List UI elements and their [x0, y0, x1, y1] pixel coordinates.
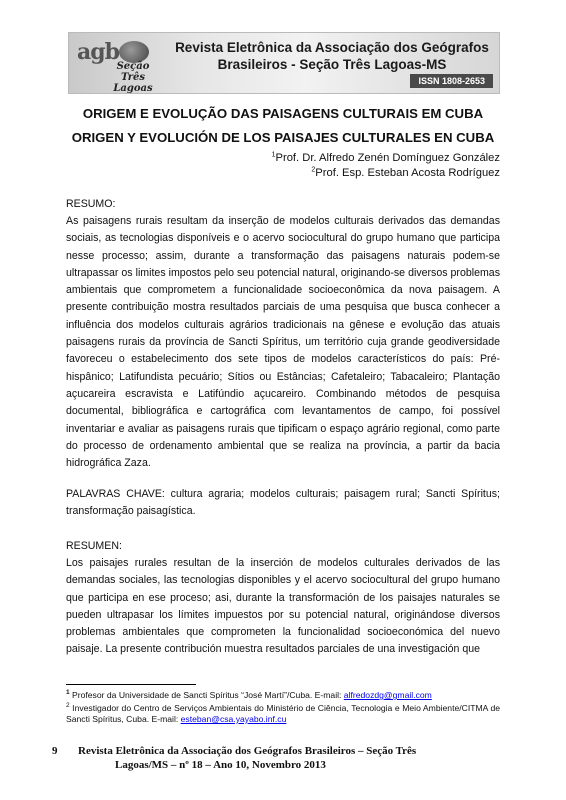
- author-1-name: Prof. Dr. Alfredo Zenén Domínguez González: [275, 152, 500, 164]
- author-1: [272, 152, 500, 164]
- footnote-1-text: Profesor da Universidade de Sancti Spíritus “José Martí”/Cuba. E-mail:: [69, 690, 344, 700]
- agb-logo: [75, 39, 157, 94]
- resumo-text: As paisagens rurais resultam da inserção de modelos culturais derivados das demandas sociais, as tecnologias disponíveis e o acervo sociocultural do grupo humano que participa nesse processo; assim, durante a transformação das paisagens naturais podem-se ultrapassar os limites impostos pelo seu potencial natural, originando-se diversos problemas ambientais que comprometem a funcionalidade socioeconômica da nova paisagem. A presente contribuição mostra resultados parciais de uma pesquisa que busca conhecer a influência dos modelos culturais agrários tradicionais na gênese e evolução das atuais paisagens rurais da província de Sancti Spíritus, um território cuja grande geodiversidade favoreceu o estabelecimento dos sete tipos de modelos característicos do país: Pré-hispânico; Latifundista pecuário; Sítios ou Estâncias; Cafetaleiro; Tabacaleiro; Plantação açucareira escravista e Latifúndio açucareiro. Combinando métodos de pesquisa documental, bibliográfica e cartográfica com levantamentos de campo, foi possível inventariar e avaliar as paisagens rurais que tipificam o espaço agrário regional, como parte do processo de ordenamento ambiental que se realiza na província, a partir da bacia hidrográfica Zaza.: [66, 215, 500, 470]
- author-2-sup: 2: [311, 166, 316, 174]
- resumo-heading: RESUMO:: [66, 198, 116, 210]
- author-2-name: Prof. Esp. Esteban Acosta Rodríguez: [315, 167, 500, 179]
- footer-journal-line-2: Lagoas/MS – nº 18 – Ano 10, Novembro 2013: [115, 759, 326, 771]
- journal-banner: [68, 32, 500, 94]
- resumen-heading: RESUMEN:: [66, 540, 122, 552]
- logo-subtitle-line-1: Seção: [116, 61, 150, 72]
- footnote-divider: [66, 684, 196, 685]
- keywords: PALAVRAS CHAVE: cultura agraria; modelos culturais; paisagem rural; Sancti Spíritus; transformação paisagística.: [66, 488, 500, 518]
- title-spanish: ORIGEN Y EVOLUCIÓN DE LOS PAISAJES CULTURALES EN CUBA: [71, 130, 495, 145]
- logo-subtitle: [109, 61, 157, 94]
- author-1-sup: 1: [271, 151, 276, 159]
- footnote-2-sup: 2: [66, 702, 70, 710]
- footnote-1-sup: 1: [66, 689, 70, 697]
- footnote-1: [66, 690, 500, 701]
- page-number: 9: [52, 745, 58, 757]
- footer-journal-line-1: Revista Eletrônica da Associação dos Geógrafos Brasileiros – Seção Três: [78, 745, 417, 757]
- author-2: [311, 167, 500, 179]
- title-portuguese: ORIGEM E EVOLUÇÃO DAS PAISAGENS CULTURAIS EM CUBA: [82, 106, 484, 121]
- banner-title-line-2: Brasileiros - Seção Três Lagoas-MS: [217, 57, 447, 72]
- footnote-2: [66, 703, 500, 725]
- footnote-2-email-link[interactable]: esteban@csa.yayabo.inf.cu: [180, 714, 287, 724]
- banner-title-line-1: Revista Eletrônica da Associação dos Geógrafos: [175, 40, 489, 55]
- resumen-text: Los paisajes rurales resultan de la inserción de modelos culturales derivados de las demandas sociales, las tecnologias disponibles y el acervo sociocultural del grupo humano que participa en ese proceso; asi, durante la transformación de los paisajes naturales se pueden ultrapasar los límites impuestos por su potencial natural, originándose diversos problemas ambientales que comprometen la funcionalidad socioeconómica del nuevo paisaje. La presente contribución muestra resultados parciales de una investigación que: [66, 557, 500, 656]
- footnote-1-email-link[interactable]: alfredozdg@gmail.com: [343, 690, 432, 700]
- logo-letters: agb: [77, 39, 120, 65]
- banner-title: [173, 39, 491, 73]
- logo-subtitle-line-2: Três Lagoas: [113, 72, 153, 94]
- globe-icon: [119, 41, 149, 63]
- issn-badge: ISSN 1808-2653: [410, 74, 493, 88]
- footnote-2-text: Investigador do Centro de Serviços Ambientais do Ministério de Ciência, Tecnologia e Meio Ambiente/CITMA de Sancti Spíritus, Cuba. E-mail:: [66, 703, 500, 724]
